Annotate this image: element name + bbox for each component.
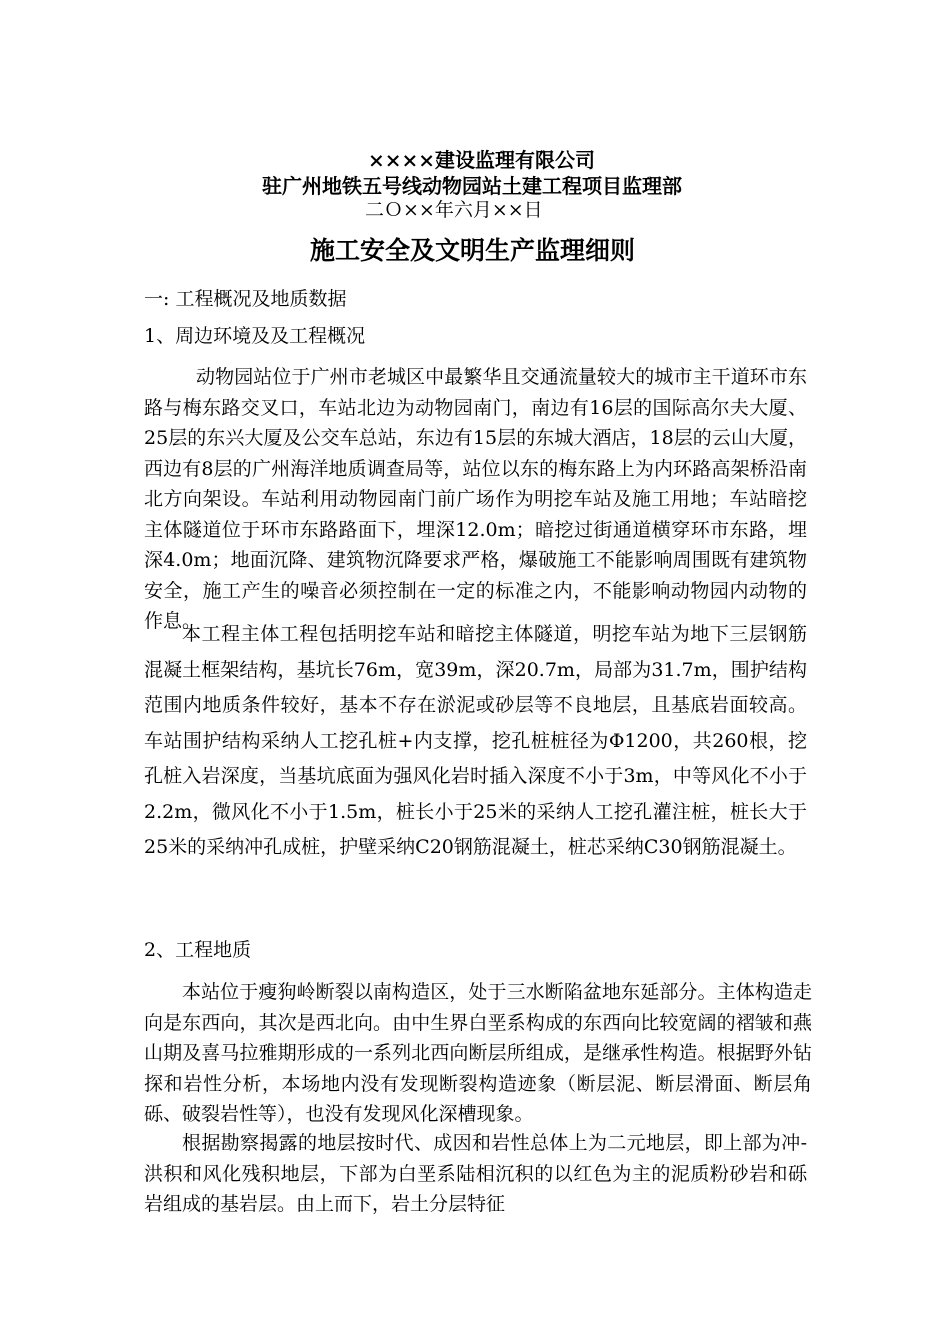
paragraph-geology-structure: 本站位于瘦狗岭断裂以南构造区，处于三水断陷盆地东延部分。主体构造走向是东西向，其次是西北向。由中生界白垩系构成的东西向比较宽阔的褶皱和燕山期及喜马拉雅期形成的一系列北西向断层所组成，是继承性构造。根据野外钻探和岩性分析，本场地内没有发现断裂构造迹象（断层泥、断层滑面、断层角砾、破裂岩性等），也没有发现风化深槽现象。 <box>144 981 812 1125</box>
subsection-heading-2: 2、工程地质 <box>144 939 252 961</box>
document-title: 施工安全及文明生产监理细则 <box>310 236 636 265</box>
paragraph-project-overview: 本工程主体工程包括明挖车站和暗挖主体隧道，明挖车站为地下三层钢筋混凝土框架结构，基坑长76m，宽39m，深20.7m，局部为31.7m，围护结构范围内地质条件较好，基本不存在淤泥或砂层等不良地层，且基底岩面较高。车站围护结构采纳人工挖孔桩+内支撑，挖孔桩桩径为Φ1200，共260根，挖孔桩入岩深度，当基坑底面为强风化岩时插入深度不小于3m，中等风化不小于2.2m，微风化不小于1.5m，桩长小于25米的采纳人工挖孔灌注桩，桩长大于25米的采纳冲孔成桩，护壁采纳C20钢筋混凝土，桩芯采纳C30钢筋混凝土。 <box>144 623 807 858</box>
subsection-heading-1: 1、周边环境及及工程概况 <box>144 325 366 347</box>
document-date: 二Ｏ××年六月××日 <box>365 199 543 221</box>
paragraph-surroundings: 动物园站位于广州市老城区中最繁华且交通流量较大的城市主干道环市东路与梅东路交叉口，车站北边为动物园南门，南边有16层的国际高尔夫大厦、25层的东兴大厦及公交车总站，东边有15层的东城大酒店，18层的云山大厦，西边有8层的广州海洋地质调查局等，站位以东的梅东路上为内环路高架桥沿南北方向架设。车站利用动物园南门前广场作为明挖车站及施工用地；车站暗挖主体隧道位于环市东路路面下，埋深12.0m；暗挖过街通道横穿环市东路，埋深4.0m；地面沉降、建筑物沉降要求严格，爆破施工不能影响周围既有建筑物安全，施工产生的噪音必须控制在一定的标准之内，不能影响动物园内动物的作息。 <box>144 366 807 632</box>
paragraph-strata: 根据勘察揭露的地层按时代、成因和岩性总体上为二元地层，即上部为冲-洪积和风化残积地层，下部为白垩系陆相沉积的以红色为主的泥质粉砂岩和砾岩组成的基岩层。由上而下，岩土分层特征 <box>144 1132 807 1215</box>
project-department: 驻广州地铁五号线动物园站土建工程项目监理部 <box>262 174 682 198</box>
company-name: ××××建设监理有限公司 <box>368 148 596 172</box>
section-heading-1: 一: 工程概况及地质数据 <box>144 288 347 310</box>
